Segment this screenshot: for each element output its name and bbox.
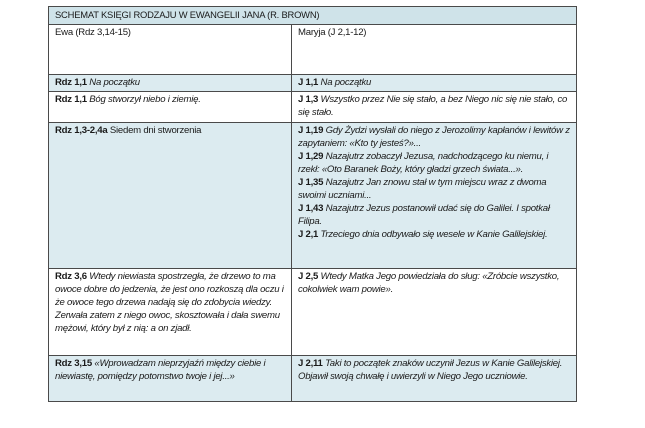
ref-genesis: Rdz 1,1 — [55, 94, 87, 105]
table-header-row — [49, 25, 577, 75]
text-genesis: Wtedy niewiasta spostrzegła, że drzewo to ma owoce dobre do jedzenia, że jest ono rozkoszą dla oczu i że owoce tego drzewa nadają się do zdobycia wiedzy. Zerwała zatem z niego owoc, skosztowała i dała swemu mężowi, który był z nią: a on zjadł. — [55, 271, 284, 334]
cell-john — [292, 356, 577, 402]
column-header-left: Ewa (Rdz 3,14-15) — [49, 25, 292, 75]
text-john: Nazajutrz zobaczył Jezusa, nadchodzącego ku niemu, i rzekł: «Oto Baranek Boży, który gładzi grzech świata...». — [298, 151, 549, 175]
text-john: Nazajutrz Jezus postanowił udać się do Galilei. I spotkał Filipa. — [298, 203, 550, 227]
ref-genesis: Rdz 1,1 — [55, 77, 87, 88]
cell-genesis — [49, 356, 292, 402]
ref-john: J 2,11 — [298, 358, 323, 369]
ref-john: J 1,43 — [298, 203, 324, 214]
cell-genesis — [49, 75, 292, 92]
ref-john: J 1,1 — [298, 77, 319, 88]
ref-genesis: Rdz 1,3-2,4a — [55, 125, 108, 136]
text-john: Taki to początek znaków uczynił Jezus w Kanie Galilejskiej. Objawił swoją chwałę i uwierzyli w Niego Jego uczniowie. — [298, 358, 563, 382]
cell-john — [292, 123, 577, 269]
ref-john: J 1,29 — [298, 151, 324, 162]
genesis-john-schema-table — [48, 6, 577, 402]
john-entry — [298, 124, 570, 150]
text-genesis: «Wprowadzam nieprzyjaźń między ciebie i niewiastę, pomiędzy potomstwo twoje i jej...» — [55, 358, 266, 382]
text-john: Na początku — [320, 77, 372, 88]
ref-john: J 2,5 — [298, 271, 319, 282]
table-title-row — [49, 7, 577, 25]
ref-john: J 1,3 — [298, 94, 319, 105]
cell-genesis — [49, 269, 292, 356]
table-row — [49, 123, 577, 269]
text-genesis: Bóg stworzył niebo i ziemię. — [89, 94, 201, 105]
cell-john — [292, 75, 577, 92]
john-entry — [298, 150, 570, 176]
ref-john: J 1,19 — [298, 125, 324, 136]
text-john: Gdy Żydzi wysłali do niego z Jerozolimy kapłanów i lewitów z zapytaniem: «Kto ty jesteś?»... — [298, 125, 570, 149]
john-entry — [298, 228, 570, 241]
text-genesis: Na początku — [89, 77, 140, 88]
text-john: Trzeciego dnia odbywało się wesele w Kanie Galilejskiej. — [320, 229, 548, 240]
column-header-right: Maryja (J 2,1-12) — [292, 25, 577, 75]
ref-genesis: Rdz 3,6 — [55, 271, 87, 282]
cell-john — [292, 92, 577, 123]
table-row — [49, 92, 577, 123]
text-john: Wszystko przez Nie się stało, a bez Niego nic się nie stało, co się stało. — [298, 94, 568, 118]
ref-genesis: Rdz 3,15 — [55, 358, 92, 369]
text-john: Wtedy Matka Jego powiedziała do sług: «Zróbcie wszystko, cokolwiek wam powie». — [298, 271, 560, 295]
john-entry — [298, 202, 570, 228]
cell-genesis — [49, 92, 292, 123]
john-entry — [298, 176, 570, 202]
cell-genesis — [49, 123, 292, 269]
text-john: Nazajutrz Jan znowu stał w tym miejscu wraz z dwoma swoimi uczniami... — [298, 177, 547, 201]
text-genesis: Siedem dni stworzenia — [109, 125, 202, 136]
table-title: SCHEMAT KSIĘGI RODZAJU W EWANGELII JANA (R. BROWN) — [49, 7, 577, 25]
table-row — [49, 75, 577, 92]
cell-john — [292, 269, 577, 356]
ref-john: J 1,35 — [298, 177, 324, 188]
table-row — [49, 356, 577, 402]
table-row — [49, 269, 577, 356]
ref-john: J 2,1 — [298, 229, 319, 240]
